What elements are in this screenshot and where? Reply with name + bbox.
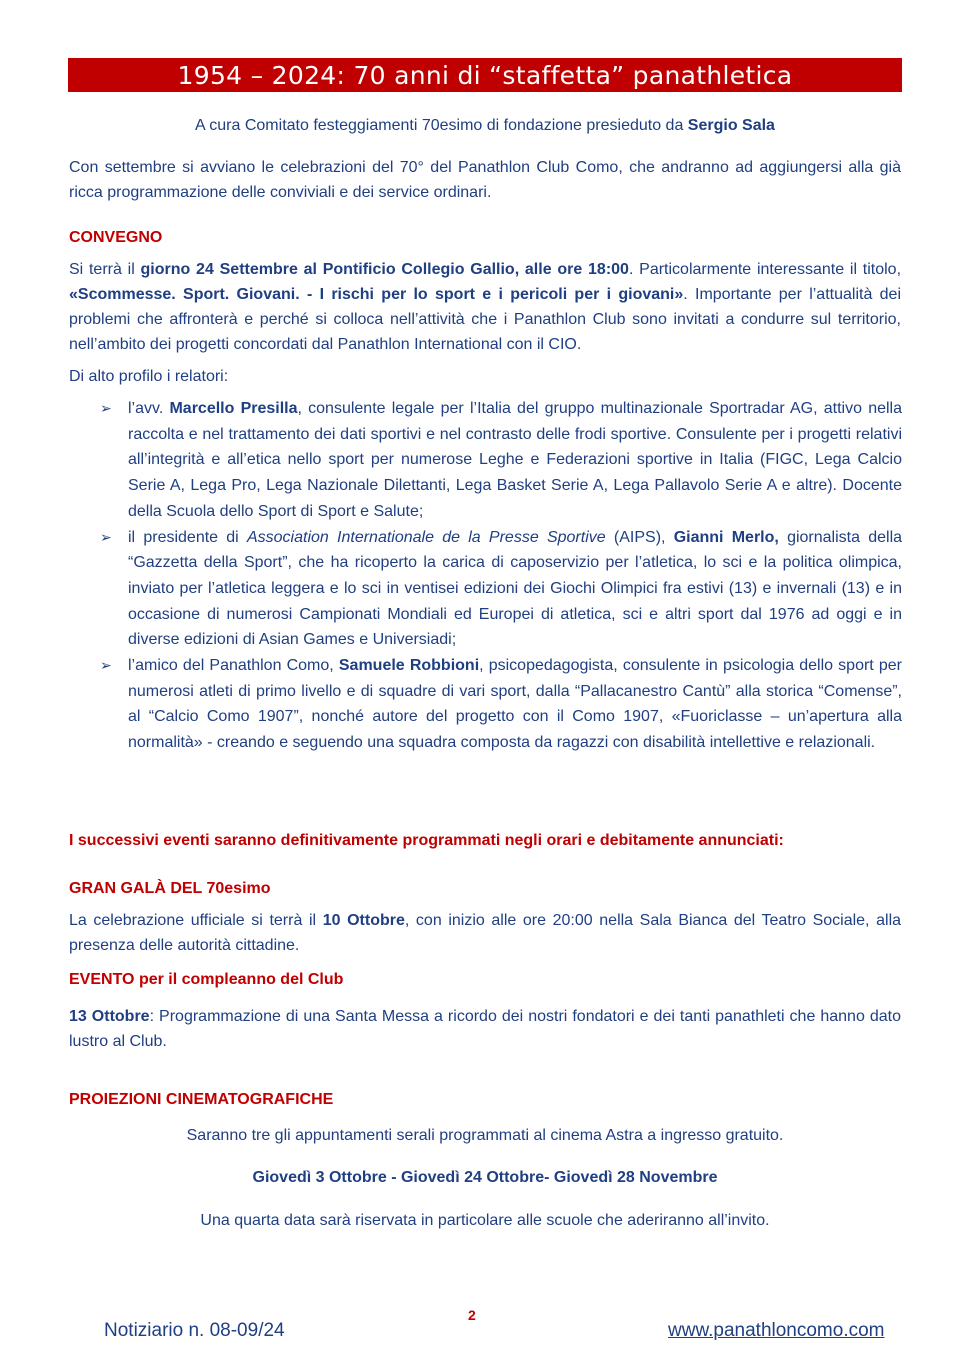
convegno-title: «Scommesse. Sport. Giovani. - I rischi per lo sport e i pericoli per i giovani» <box>69 286 684 303</box>
convegno-heading: CONVEGNO <box>69 229 163 246</box>
list-item <box>100 525 902 654</box>
proiezioni-heading: PROIEZIONI CINEMATOGRAFICHE <box>69 1091 334 1108</box>
text-span: : Programmazione di una Santa Messa a ricordo dei nostri fondatori e dei tanti panathleti che hanno dato lustro al Club. <box>69 1008 902 1050</box>
speaker-name: Marcello Presilla <box>169 400 298 417</box>
page-title: 1954 – 2024: 70 anni di “staffetta” panathletica <box>68 58 902 92</box>
arrow-bullet-icon: ➢ <box>100 528 112 545</box>
proiezioni-line: Saranno tre gli appuntamenti serali programmati al cinema Astra a ingresso gratuito. <box>186 1127 784 1144</box>
issue-label: Notiziario n. 08-09/24 <box>104 1320 285 1341</box>
website-link[interactable]: www.panathloncomo.com <box>668 1320 885 1341</box>
text-span: , con inizio alle ore 20:00 nella Sala Bianca del Teatro Sociale, alla presenza delle autorità cittadine. <box>69 912 902 954</box>
subtitle-name: Sergio Sala <box>687 117 775 134</box>
convegno-date: giorno 24 Settembre al Pontificio Collegio Gallio, alle ore 18:00 <box>140 261 629 278</box>
text-span: giornalista della “Gazzetta della Sport”, che ha ricoperto la carica di caposervizio per l’atletica, lo sci e la politica olimpica, inviato per l’atletica leggera e lo sci in ventisei edizioni dei Giochi Olimpici fra estivi (13) e invernali (13) e in occasione di numerosi Campionati Mondiali ed Europei di atletica, sci e altri sport dal 1976 ad oggi e in diverse edizioni di Asian Games e Universiadi; <box>128 528 903 649</box>
text-span: , consulente legale per l’Italia del gruppo multinazionale Sportradar AG, attivo nella raccolta e nel trattamento dei dati sportivi e nel contrasto delle frodi sportive. Consulente per i progetti relativi all’integrità e all’etica nello sport per numerose Leghe e Federazioni sportive in Italia (FIGC, Lega Calcio Serie A, Lega Pro, Lega Nazionale Dilettanti, Lega Basket Serie A, Lega Pallavolo Serie A e altre). Docente della Scuola dello Sport di Sport e Salute; <box>128 400 902 520</box>
speaker-name: Gianni Merlo, <box>673 528 779 546</box>
arrow-bullet-icon: ➢ <box>100 400 112 416</box>
relatori-list <box>100 396 902 756</box>
evento-paragraph <box>69 1004 901 1054</box>
relatori-intro: Di alto profilo i relatori: <box>69 368 229 385</box>
text-span: , psicopedagogista, consulente in psicologia dello sport per numerosi atleti di primo livello e di squadre di vari sport, dalla “Pallacanestro Cantù” alla storica “Comense”, al “Calcio Como 1907”, nonché autore del progetto con il Como 1907, «Fuoriclasse – un’apertura alla normalità» - creando e seguendo una squadra composta da ragazzi con disabilità intellettive e relazionali. <box>128 657 903 752</box>
subtitle <box>68 115 902 137</box>
speaker-name: Samuele Robbioni <box>338 657 480 675</box>
page-number: 2 <box>468 1307 476 1323</box>
convegno-paragraph <box>69 257 901 357</box>
gala-paragraph <box>69 908 901 958</box>
text-span: (AIPS), <box>605 528 674 546</box>
evento-heading: EVENTO per il compleanno del Club <box>69 971 344 988</box>
text-span: il presidente di <box>128 528 247 546</box>
text-span: l’amico del Panathlon Como, <box>128 657 339 675</box>
text-span: . Particolarmente interessante il titolo, <box>628 261 902 278</box>
subtitle-text: A cura Comitato festeggiamenti 70esimo di fondazione presieduto da <box>195 117 688 134</box>
intro-paragraph: Con settembre si avviano le celebrazioni del 70° del Panathlon Club Como, che andranno ad aggiungersi alla già ricca programmazione delle conviviali e dei service ordinari. <box>69 159 901 201</box>
successivi-heading: I successivi eventi saranno definitivamente programmati negli orari e debitamente annunciati: <box>69 832 784 849</box>
evento-date: 13 Ottobre <box>69 1008 150 1025</box>
text-span: l’avv. <box>128 400 170 417</box>
proiezioni-dates: Giovedì 3 Ottobre - Giovedì 24 Ottobre- Giovedì 28 Novembre <box>252 1169 718 1186</box>
list-item <box>100 653 902 756</box>
organization-name: Association Internationale de la Presse Sportive <box>246 528 606 546</box>
text-span: . Importante per l’attualità dei problemi che affronterà e perché si colloca nell’attività che i Panathlon Club sono invitati a condurre sul territorio, nell’ambito dei progetti concordati dal Panathlon International con il CIO. <box>69 286 901 353</box>
proiezioni-note: Una quarta data sarà riservata in particolare alle scuole che aderiranno all’invito. <box>200 1212 770 1229</box>
text-span: Si terrà il <box>69 261 141 278</box>
arrow-bullet-icon: ➢ <box>100 657 112 674</box>
gala-date: 10 Ottobre <box>322 912 405 929</box>
gala-heading: GRAN GALÀ DEL 70esimo <box>69 880 271 897</box>
text-span: La celebrazione ufficiale si terrà il <box>69 912 323 929</box>
list-item <box>100 396 902 525</box>
